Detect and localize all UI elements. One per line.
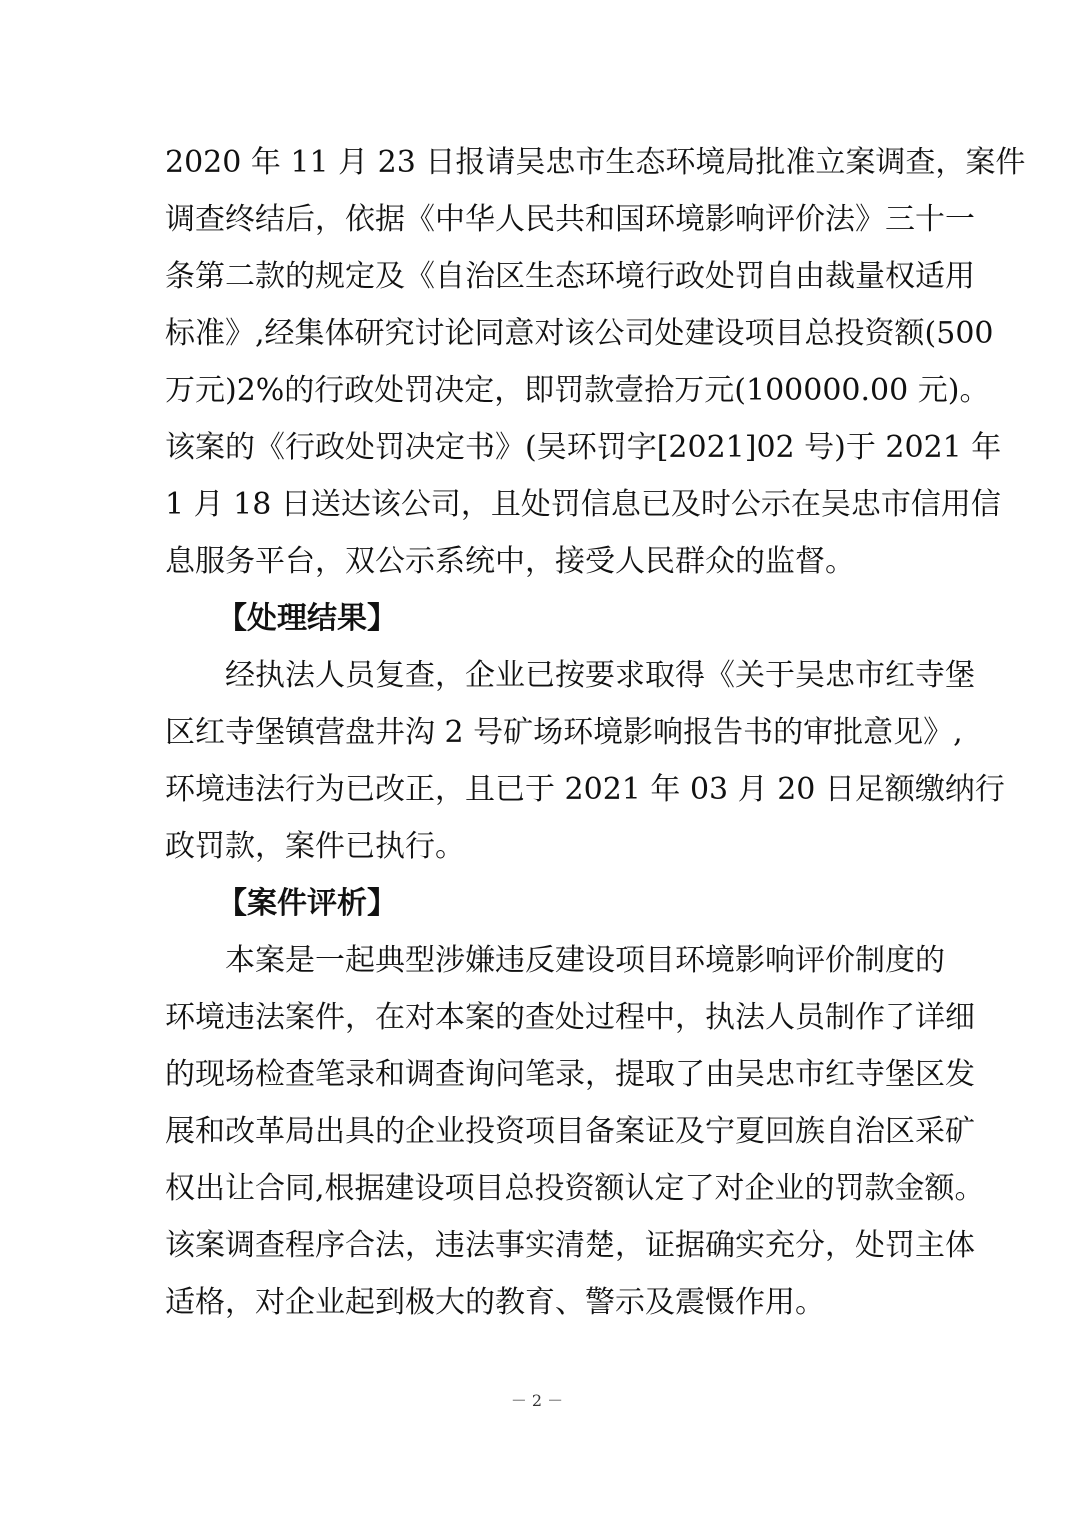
text-line: 万元)2%的行政处罚决定，即罚款壹拾万元(100000.00 元)。 bbox=[165, 373, 990, 408]
text-line: 该案调查程序合法，违法事实清楚，证据确实充分，处罚主体 bbox=[165, 1228, 975, 1263]
text-line: 调查终结后，依据《中华人民共和国环境影响评价法》三十一 bbox=[165, 202, 975, 237]
section-heading: 【处理结果】 bbox=[217, 601, 397, 636]
text-line: 标准》,经集体研究讨论同意对该公司处建设项目总投资额(500 bbox=[165, 316, 994, 351]
text-line: 经执法人员复查，企业已按要求取得《关于吴忠市红寺堡 bbox=[165, 658, 975, 693]
text-line: 政罚款，案件已执行。 bbox=[165, 829, 465, 864]
text-line: 环境违法案件，在对本案的查处过程中，执法人员制作了详细 bbox=[165, 1000, 975, 1035]
section-result bbox=[165, 590, 1005, 875]
text-line: 适格，对企业起到极大的教育、警示及震慑作用。 bbox=[165, 1285, 825, 1320]
document-body bbox=[165, 134, 1026, 1331]
text-line: 条第二款的规定及《自治区生态环境行政处罚自由裁量权适用 bbox=[165, 259, 975, 294]
text-line: 本案是一起典型涉嫌违反建设项目环境影响评价制度的 bbox=[165, 943, 945, 978]
page-number: － 2 － bbox=[510, 1391, 564, 1410]
text-line: 环境违法行为已改正，且已于 2021 年 03 月 20 日足额缴纳行 bbox=[165, 772, 1005, 807]
text-line: 区红寺堡镇营盘井沟 2 号矿场环境影响报告书的审批意见》, bbox=[165, 715, 963, 750]
text-line: 2020 年 11 月 23 日报请吴忠市生态环境局批准立案调查，案件 bbox=[165, 145, 1026, 180]
paragraph-intro bbox=[165, 134, 1026, 590]
text-line: 该案的《行政处罚决定书》(吴环罚字[2021]02 号)于 2021 年 bbox=[165, 430, 1002, 465]
text-line: 的现场检查笔录和调查询问笔录，提取了由吴忠市红寺堡区发 bbox=[165, 1057, 975, 1092]
text-line: 1 月 18 日送达该公司，且处罚信息已及时公示在吴忠市信用信 bbox=[165, 487, 1001, 522]
section-heading: 【案件评析】 bbox=[217, 886, 397, 921]
section-analysis bbox=[165, 875, 985, 1331]
text-line: 息服务平台，双公示系统中，接受人民群众的监督。 bbox=[165, 544, 855, 579]
text-line: 权出让合同,根据建设项目总投资额认定了对企业的罚款金额。 bbox=[165, 1171, 985, 1206]
text-line: 展和改革局出具的企业投资项目备案证及宁夏回族自治区采矿 bbox=[165, 1114, 975, 1149]
